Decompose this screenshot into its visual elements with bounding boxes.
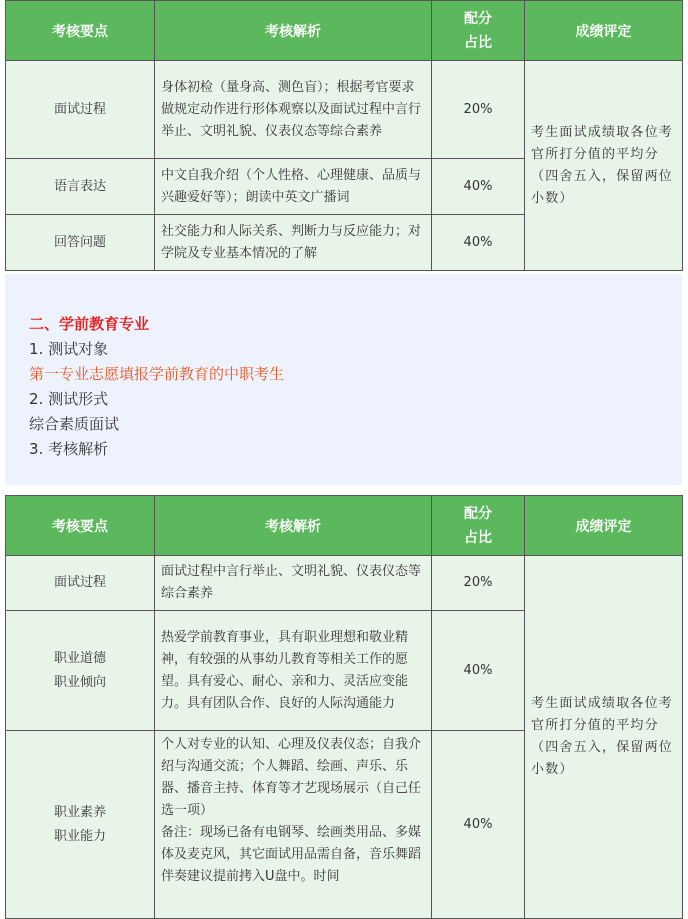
- header-weight: 配分 占比: [432, 496, 525, 556]
- table-row: [6, 556, 683, 611]
- row-desc: 社交能力和人际关系、判断力与反应能力；对学院及专业基本情况的了解: [155, 215, 432, 271]
- section-title: 二、学前教育专业: [29, 315, 150, 333]
- row-key: 职业道德 职业倾向: [6, 611, 155, 731]
- header-analysis: 考核解析: [155, 496, 432, 556]
- row-desc: 中文自我介绍（个人性格、心理健康、品质与兴趣爱好等）；朗读中英文广播词: [155, 159, 432, 215]
- row-desc: 面试过程中言行举止、文明礼貌、仪表仪态等综合素养: [155, 556, 432, 611]
- row-pct: 40%: [432, 159, 525, 215]
- evaluation-cell: 考生面试成绩取各位考官所打分值的平均分（四舍五入，保留两位小数）: [525, 556, 683, 919]
- row-pct: 40%: [432, 731, 525, 919]
- row-pct: 40%: [432, 215, 525, 271]
- row-desc: 个人对专业的认知、心理及仪表仪态；自我介绍与沟通交流；个人舞蹈、绘画、声乐、乐器、播音主持、体育等才艺现场展示（自己任选一项） 备注：现场已备有电钢琴、绘画类用品、多媒体及麦克风，其它面试用品需自备，音乐舞蹈伴奏建议提前拷入U盘中。时间: [155, 731, 432, 919]
- header-weight: 配分 占比: [432, 1, 525, 61]
- row-key: 语言表达: [6, 159, 155, 215]
- evaluation-cell: 考生面试成绩取各位考官所打分值的平均分（四舍五入，保留两位小数）: [525, 61, 683, 271]
- row-desc: 身体初检（量身高、测色盲）；根据考官要求做规定动作进行形体观察以及面试过程中言行举止、文明礼貌、仪表仪态等综合素养: [155, 61, 432, 159]
- table-header-row: [6, 496, 683, 556]
- row-pct: 40%: [432, 611, 525, 731]
- header-evaluation: 成绩评定: [525, 1, 683, 61]
- test-target-text: 第一专业志愿填报学前教育的中职考生: [29, 365, 285, 383]
- item-test-target: 1. 测试对象: [29, 340, 109, 358]
- item-test-form: 2. 测试形式: [29, 390, 109, 408]
- header-evaluation: 成绩评定: [525, 496, 683, 556]
- table-row: [6, 61, 683, 159]
- header-key-points: 考核要点: [6, 1, 155, 61]
- item-assessment-analysis: 3. 考核解析: [29, 440, 109, 458]
- row-pct: 20%: [432, 556, 525, 611]
- row-key: 面试过程: [6, 61, 155, 159]
- assessment-table-2: [5, 495, 683, 919]
- row-pct: 20%: [432, 61, 525, 159]
- header-analysis: 考核解析: [155, 1, 432, 61]
- test-form-text: 综合素质面试: [29, 415, 120, 433]
- section-preschool-education: [5, 274, 682, 485]
- row-key: 职业素养 职业能力: [6, 731, 155, 919]
- row-key: 面试过程: [6, 556, 155, 611]
- table-header-row: [6, 1, 683, 61]
- row-key: 回答问题: [6, 215, 155, 271]
- row-desc: 热爱学前教育事业，具有职业理想和敬业精神，有较强的从事幼儿教育等相关工作的愿望。具有爱心、耐心、亲和力、灵活应变能力。具有团队合作、良好的人际沟通能力: [155, 611, 432, 731]
- header-key-points: 考核要点: [6, 496, 155, 556]
- assessment-table-1: [5, 0, 683, 271]
